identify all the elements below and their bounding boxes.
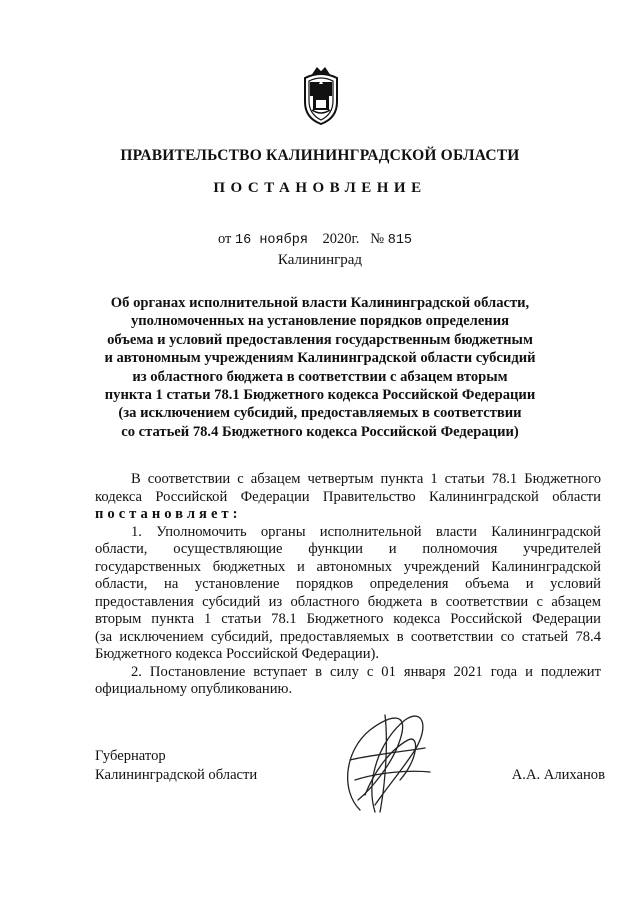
item1-line: государственных бюджетных и автономных учреждений Калининградской [95,558,601,575]
coat-of-arms-emblem [299,66,343,126]
item2-line-last: официальному опубликованию. [95,681,293,697]
item1-line-last: Бюджетного кодекса Российской Федерации). [95,646,380,662]
title-line: (за исключением субсидий, предоставляемых в соответствии [118,405,522,422]
resolves-word: постановляет: [95,506,242,522]
item1-line: 1. Уполномочить органы исполнительной власти Калининградской [131,523,601,540]
item1-line: области, осуществляющие функции и полномочия учредителей [95,541,601,557]
item1-line: предоставления субсидий из областного бюджета в соответствии с абзацем [95,593,601,610]
title-line: Об органах исполнительной власти Калининградской области, [110,295,530,311]
document-type: ПОСТАНОВЛЕНИЕ [213,180,427,196]
title-line: пункта 1 статьи 78.1 Бюджетного кодекса Российской Федерации [104,387,536,404]
date-day-month: 16 ноября [235,233,308,248]
decree-number: 815 [387,233,413,248]
title-line: со статьей 78.4 Бюджетного кодекса Российской Федерации) [121,423,519,440]
signatory-name: А.А. Алиханов [511,767,605,783]
preamble-line: В соответствии с абзацем четвертым пункта 1 статьи 78.1 Бюджетного [131,471,601,487]
year-suffix: г. [351,231,360,247]
signatory-position [95,747,257,785]
title-line: уполномоченных на установление порядков определения [130,313,510,330]
title-line: объема и условий предоставления государственным бюджетным [107,331,533,348]
item1-line: вторым пункта 1 статьи 78.1 Бюджетного кодекса Российской Федерации [95,611,601,627]
decree-title [80,294,560,441]
date-prefix: от [218,231,232,247]
handwritten-signature [330,700,440,820]
decree-body [95,471,601,699]
item2-line: 2. Постановление вступает в силу с 01 января 2021 года и подлежит [131,663,601,680]
title-line: из областного бюджета в соответствии с абзацем вторым [132,368,508,385]
government-name: ПРАВИТЕЛЬСТВО КАЛИНИНГРАДСКОЙ ОБЛАСТИ [120,147,520,164]
title-line: и автономным учреждениям Калининградской области субсидий [104,350,536,367]
item1-line: (за исключением субсидий, предоставляемых в соответствии со статьей 78.4 [95,628,601,645]
date-year: 2020 [322,231,352,247]
preamble-line: кодекса Российской Федерации Правительство Калининградской области [95,488,601,505]
number-sign: № [370,231,385,247]
position-line: Губернатор [95,748,166,764]
position-line: Калининградской области [95,767,258,783]
city: Калининград [277,252,363,268]
decree-date-number [218,231,412,248]
item1-line: области, на установление порядков определения объема и условий [95,576,601,592]
